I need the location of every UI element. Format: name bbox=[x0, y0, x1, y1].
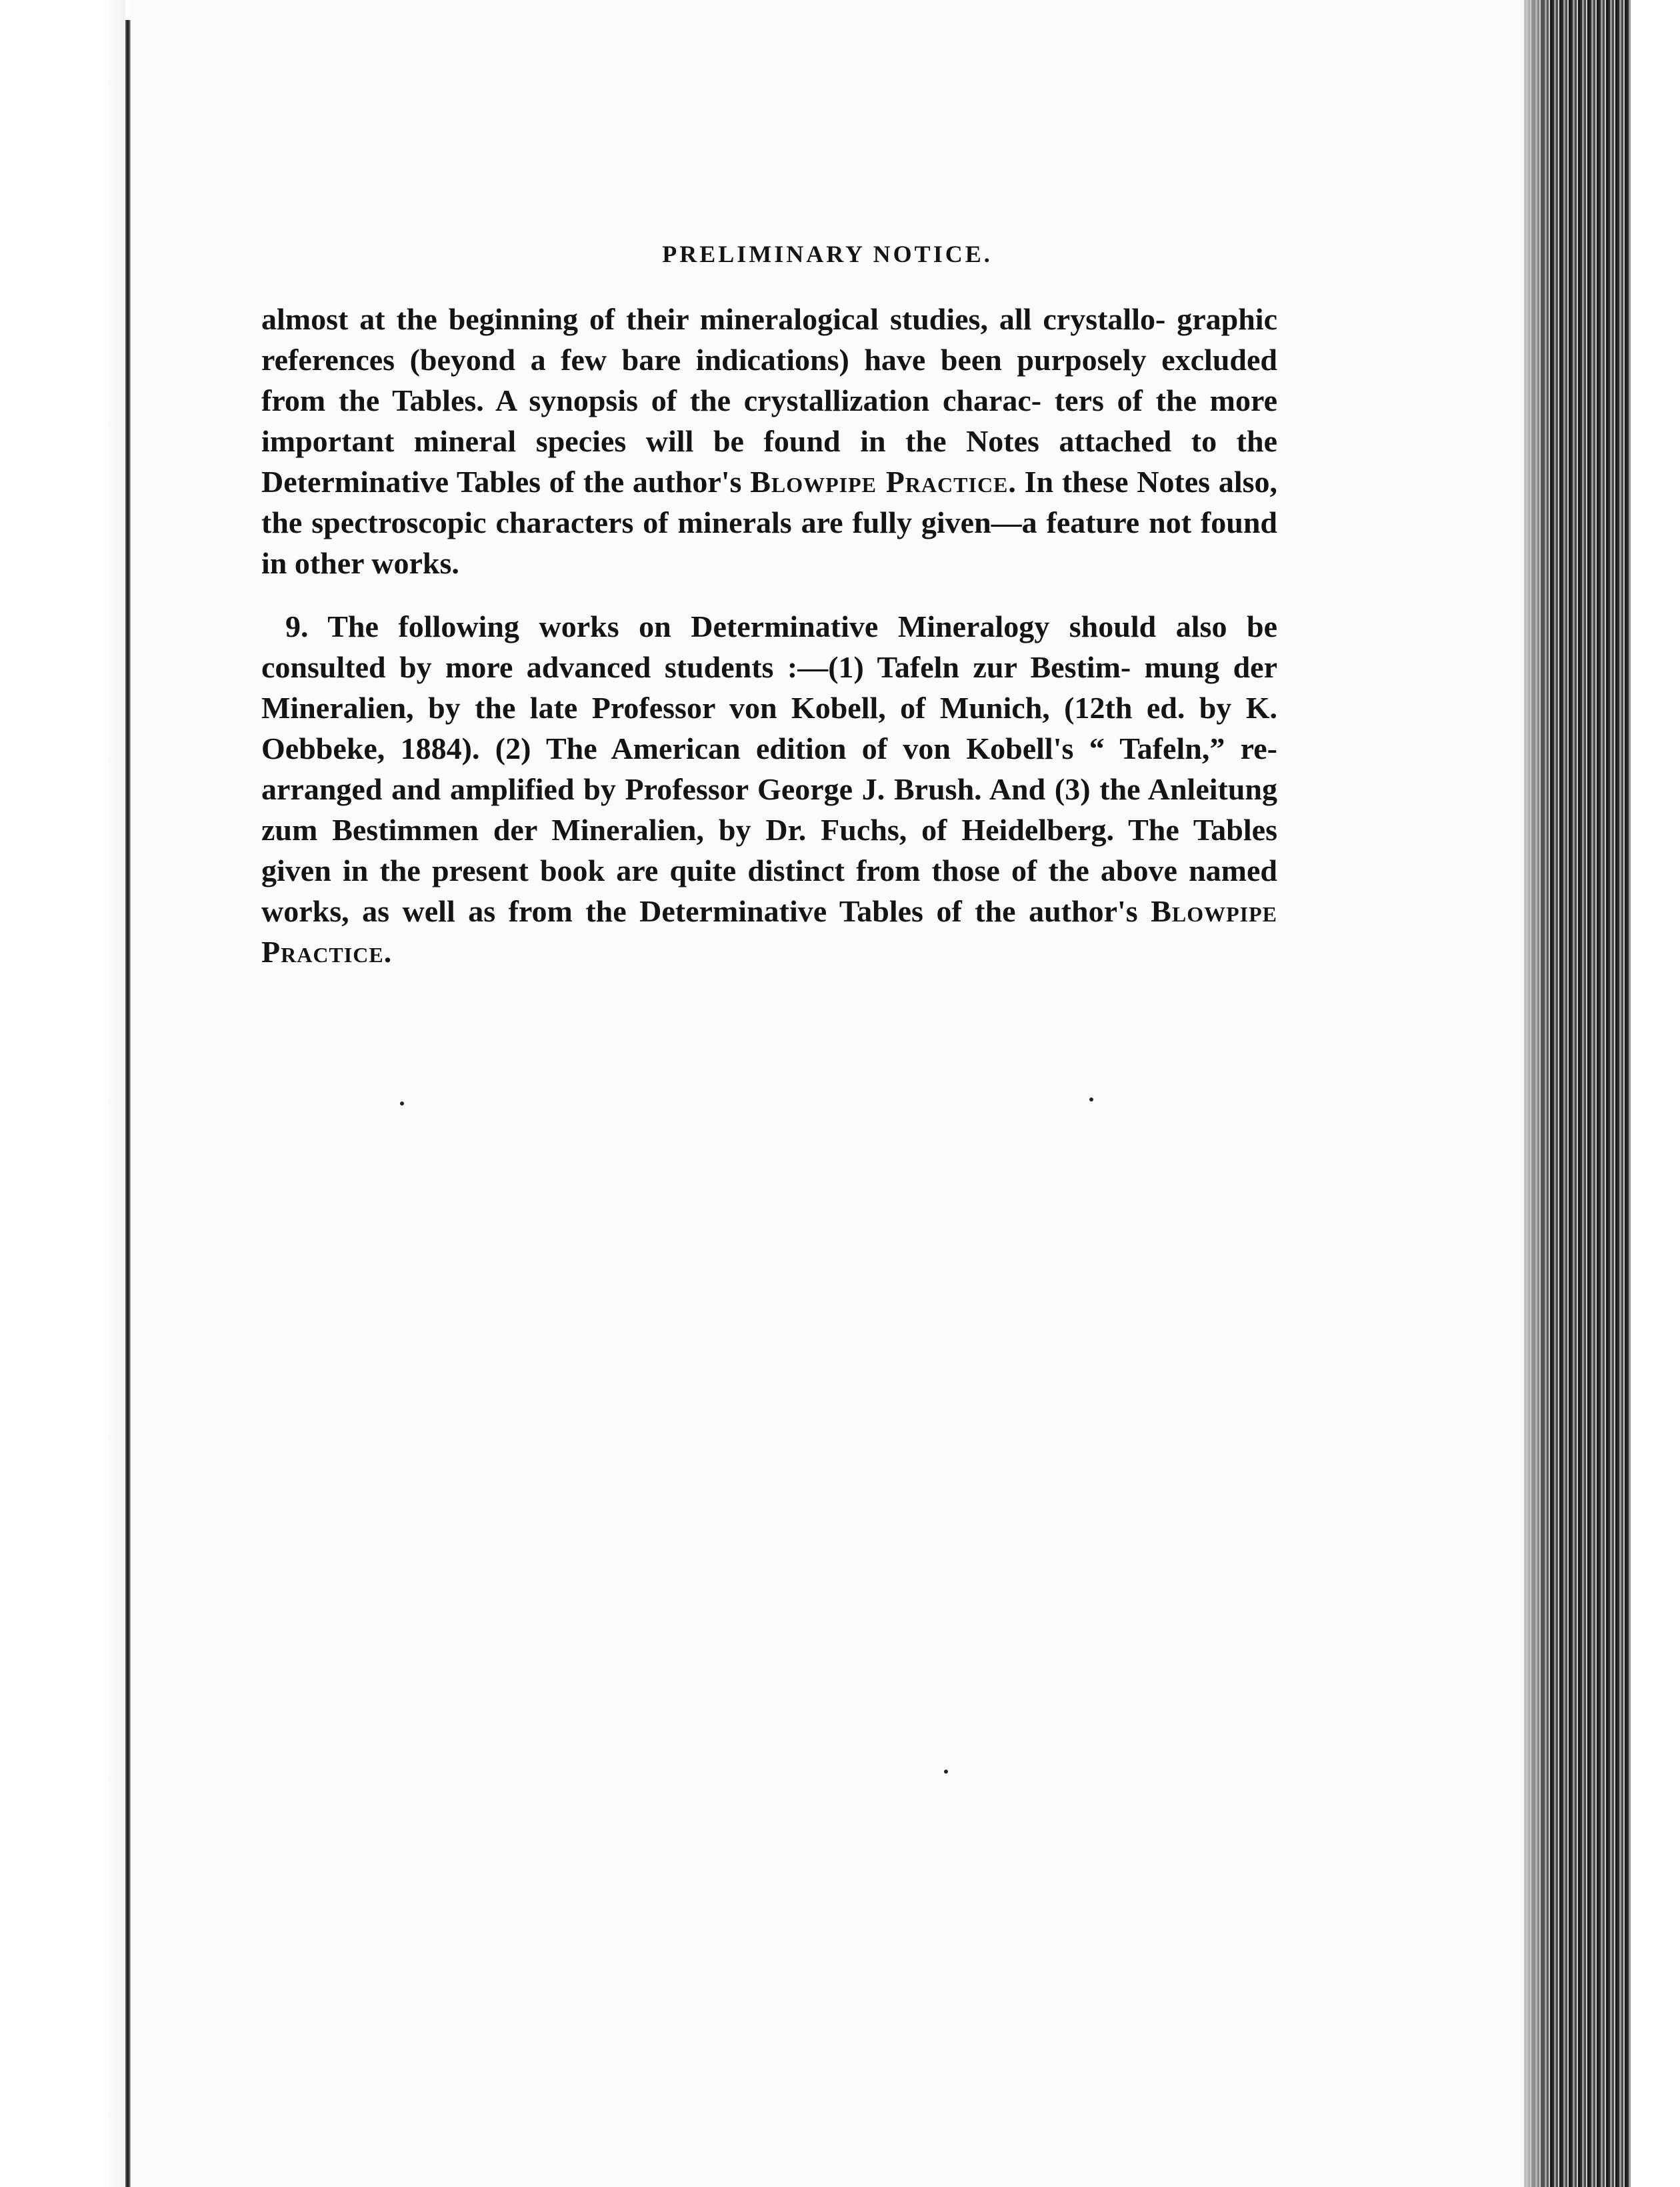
scan-speck bbox=[944, 1770, 948, 1774]
gutter-shadow bbox=[100, 0, 125, 2187]
paragraph-2 bbox=[261, 606, 1277, 972]
running-head: PRELIMINARY NOTICE. bbox=[662, 241, 993, 267]
body-text bbox=[261, 299, 1277, 972]
paragraph-2-text-b: . bbox=[383, 935, 392, 969]
scan-speck bbox=[1089, 1098, 1093, 1102]
paragraph-2-text-a: 9. The following works on Determinative Mineralogy should also be consulted by more advanced students :—(1) Tafeln zur Bestim- mung der Mineralien, by the late Professor von Kobell, of Munich, (12th ed. by K. Oebbeke, 1884). (2) The American edition of von Kobell's “ Tafeln,” re-arranged and amplified by Professor George J. Brush. And (3) the Anleitung zum Bestimmen der Mineralien, by Dr. Fuchs, of Heidelberg. The Tables given in the present book are quite distinct from those of the above named works, as well as from the Determinative Tables of the author's bbox=[261, 609, 1277, 928]
paragraph-1-text-a: almost at the beginning of their mineralogical studies, all crystallo- graphic references (beyond a few bare indications) have been purposely excluded from the Tables. A synopsis of the crystallization charac- ters of the more important mineral species will be found in the Notes attached to the Determinative Tables of the author's bbox=[261, 302, 1277, 499]
paragraph-2-book-title: Blowpipe Practice bbox=[261, 894, 1277, 969]
paragraph-1-text-b: . In these Notes also, the spectroscopic characters of minerals are fully given—a feature not found in other works. bbox=[261, 465, 1277, 580]
scan-margin bbox=[1631, 0, 1680, 2187]
gutter-fold bbox=[125, 20, 131, 2187]
paragraph-1-book-title: Blowpipe Practice bbox=[750, 465, 1009, 499]
paragraph-1 bbox=[261, 299, 1277, 583]
scan-speck bbox=[400, 1102, 404, 1106]
page-edges-shadow bbox=[1524, 0, 1551, 2187]
